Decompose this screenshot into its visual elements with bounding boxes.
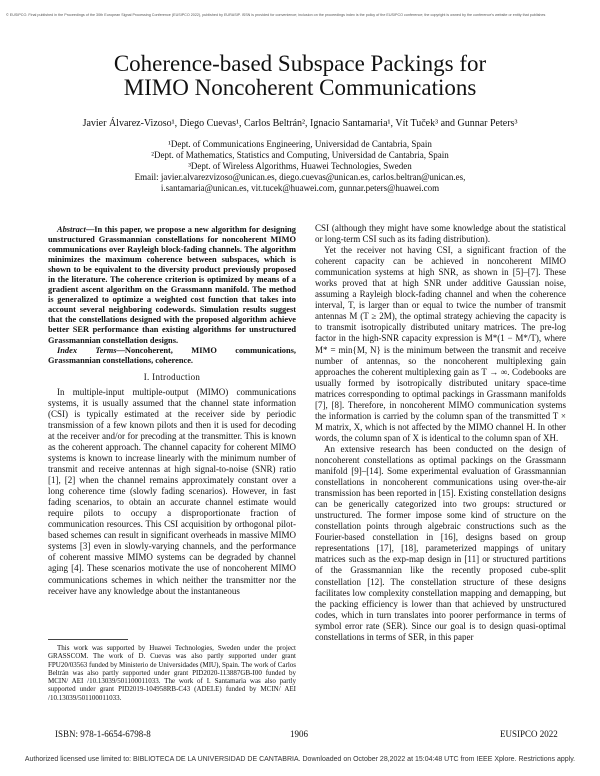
index-terms bbox=[48, 346, 296, 366]
footnote-text: This work was supported by Huawei Technologies, Sweden under the project GRASSCOM. The work of D. Cuevas was also partly supported under grant FPU20/03563 funded by Ministerio de Universidades (MIU), Spain. The work of Carlos Beltrán was also partly supported under grant PID2020-113887GB-I00 funded by MCIN/ AEI /10.13039/501100011033. The work of I. Santamaria was also partly supported under grant PID2019-104958RB-C43 (ADELE) funded by MCIN/ AEI /10.13039/501100011033. bbox=[48, 644, 296, 702]
intro-paragraph-4: An extensive research has been conducted on the design of noncoherent constellations as optimal packings on the Grassmann manifold [9]–[14]. Some experimental evaluation of Grassmannian constellations in noncoherent communications using over-the-air transmission has been reported in [15]. Existing constellation designs can be generically categorized into two groups: structured or unstructured. The former impose some kind of structure on the constellation points through algebraic constructions such as the Fourier-based constellation in [16], designs based on group representations [17], [18], parameterized mappings of unitary matrices such as the exp-map design in [11] or structured partitions of the Grassmannian like the recently proposed cube-split constellation [12]. The constellation structure of these designs facilitates low complexity constellation mapping and demapping, but the packing efficiency is lower than that achieved by unstructured codes, which in turn translates into poorer performance in terms of symbol error rate (SER). Since our goal is to design quasi-optimal constellations in terms of SER, in this paper bbox=[315, 443, 566, 642]
affiliation-1: ¹Dept. of Communications Engineering, Universidad de Cantabria, Spain bbox=[168, 139, 432, 149]
abstract-label: Abstract bbox=[57, 225, 86, 234]
intro-paragraph-3: Yet the receiver not having CSI, a significant fraction of the coherent capacity can be achieved in noncoherent MIMO communication systems at high SNR, as shown in [5]–[7]. These works proved that at high SNR under additive Gaussian noise, assuming a Rayleigh block-fading channel and when the coherence interval, T, is larger than or equal to twice the number of transmit antennas M (T ≥ 2M), the optimal strategy achieving the capacity is to transmit isotropically distributed unitary matrices. The pre-log factor in the high-SNR capacity expression is M*(1 − M*/T), where M* = min{M, N} is the minimum between the transmit and receive number of antennas, so the noncoherent multiplexing gain approaches the coherent multiplexing gain as T → ∞. Codebooks are usually formed by isotropically distributed unitary space-time matrices corresponding to optimal packings in Grassmann manifolds [7], [8]. Therefore, in noncoherent MIMO communication systems the information is carried by the column span of the transmitted T × M matrix, X, which is not affected by the MIMO channel H. In other words, the column span of X is identical to the column span of XH. bbox=[315, 245, 566, 443]
footer-isbn: ISBN: 978-1-6654-6798-8 bbox=[55, 729, 151, 739]
license-notice: Authorized licensed use limited to: BIBLIOTECA DE LA UNIVERSIDAD DE CANTABRIA. Downloaded on October 28,2022 at 15:04:48 UTC from IEEE Xplore. Restrictions apply. bbox=[24, 756, 576, 763]
email-line-1: Email: javier.alvarezvizoso@unican.es, diego.cuevas@unican.es, carlos.beltran@unican.es, bbox=[134, 172, 466, 182]
footer-conference: EUSIPCO 2022 bbox=[500, 729, 558, 739]
title-line-1: Coherence-based Subspace Packings for bbox=[113, 51, 487, 76]
title-line-2: MIMO Noncoherent Communications bbox=[123, 75, 477, 100]
funding-footnote bbox=[48, 644, 296, 702]
intro-paragraph-2: CSI (although they might have some knowledge about the statistical or long-term CSI such as its fading distribution). bbox=[315, 223, 566, 245]
affiliations bbox=[30, 139, 570, 194]
index-terms-label: Index Terms bbox=[57, 345, 117, 355]
affiliation-3: ³Dept. of Wireless Algorithms, Huawei Technologies, Sweden bbox=[188, 161, 412, 171]
footer-page-number: 1906 bbox=[290, 729, 308, 739]
email-line-2: i.santamaria@unican.es, vit.tucek@huawei.com, gunnar.peters@huawei.com bbox=[160, 183, 440, 193]
abstract bbox=[48, 225, 296, 346]
affiliation-2: ²Dept. of Mathematics, Statistics and Computing, Universidad de Cantabria, Spain bbox=[151, 150, 449, 160]
right-column bbox=[315, 223, 566, 643]
intro-paragraph-1: In multiple-input multiple-output (MIMO) communications systems, it is usually assumed that the channel state information (CSI) is typically estimated at the receiver side by periodic transmission of a few known pilots and then it is used for decoding at the receiver and/or for precoding at the transmitter. This is known as the coherent approach. The channel capacity for coherent MIMO systems is known to increase linearly with the minimum number of transmit and receive antennas at high signal-to-noise (SNR) ratio [1], [2] when the channel remains approximately constant over a long coherence time (slowly fading scenarios). However, in fast fading scenarios, to obtain an accurate channel estimate would require pilots to occupy a disproportionate fraction of communication resources. This CSI acquisition by orthogonal pilot-based schemes can result in significant overheads in massive MIMO systems [3] even in slowly-varying channels, and the performance of coherent massive MIMO systems can be degraded by channel aging [4]. These scenarios motivate the use of noncoherent MIMO communications schemes in which neither the transmitter nor the receiver have any knowledge about the instantaneous bbox=[48, 386, 296, 596]
section-heading-introduction: I. Introduction bbox=[143, 371, 201, 382]
paper-title bbox=[30, 52, 570, 100]
author-list: Javier Álvarez-Vizoso¹, Diego Cuevas¹, Carlos Beltrán², Ignacio Santamaria¹, Vít Tuček³ and Gunnar Peters³ bbox=[82, 118, 518, 129]
top-copyright-notice: © EUSIPCO. Final published in the Proceedings of the 30th European Signal Processing Conference (EUSIPCO 2022), published by EURASIP. ISSN is provided for convenience; inclusion on the proceedings index is the policy of the EUSIPCO conference; the copyright is owned by the conference's website or entity that publishes bbox=[6, 13, 546, 17]
left-column bbox=[48, 225, 296, 597]
index-terms-text: —Noncoherent, MIMO communications, Grassmannian constellations, coherence. bbox=[48, 345, 296, 365]
footnote-rule bbox=[48, 639, 128, 640]
abstract-text: —In this paper, we propose a new algorithm for designing unstructured Grassmannian constellations for noncoherent MIMO communications over Rayleigh block-fading channels. The algorithm minimizes the maximum coherence between subspaces, which is shown to be equivalent to the diversity product previously proposed in the literature. The coherence criterion is optimized by means of a gradient ascent algorithm on the Grassmann manifold. The method is generalized to optimize a weighted cost function that takes into account several neighboring codewords. Simulation results suggest that the constellations designed with the proposed algorithm achieve better SER performance than existing algorithms for unstructured Grassmannian constellation designs. bbox=[48, 225, 296, 345]
